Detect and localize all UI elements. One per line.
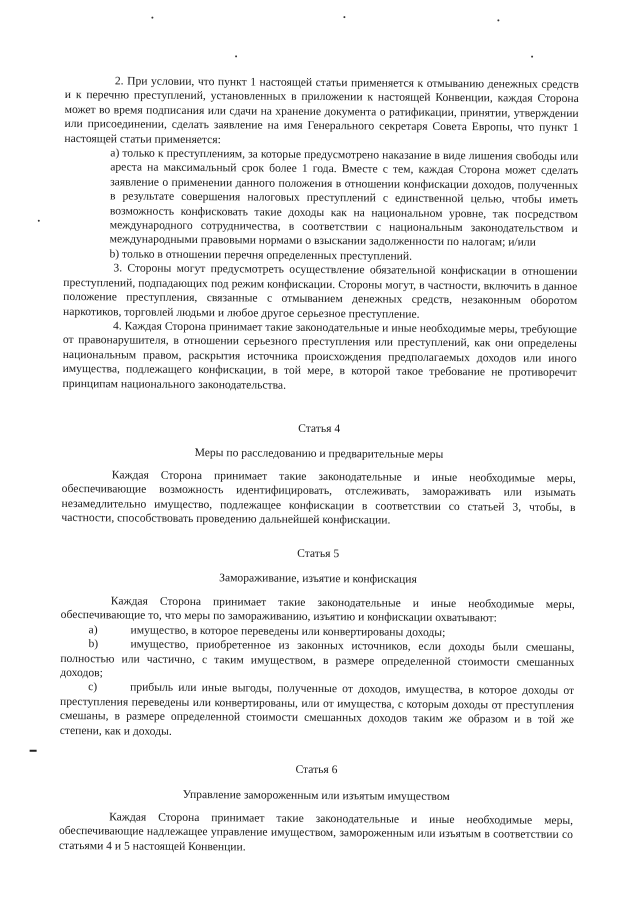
article-6-text: Каждая Сторона принимает такие законодательные и иные необходимые меры, обеспечивающие надлежащее управление имуществом, замороженным или изъятым в соответствии со статьями 4 и 5 настоящей Конвенции. (58, 810, 574, 854)
item-c-label: c) (88, 680, 98, 694)
scan-speck (38, 220, 40, 222)
scan-speck (343, 16, 345, 18)
article-5-body (60, 594, 575, 742)
article-6-title: Управление замороженным или изъятым имуществом (182, 787, 450, 804)
article-4-text: Каждая Сторона принимает такие законодательные и иные необходимые меры, обеспечивающие возможность идентифицировать, отслеживать, замораживать или изымать незамедлительно имущество, подлежащее конфискации в соответствии со статьей 3, чтобы, в частности, способствовать проведению дальнейшей конфискации. (61, 468, 576, 527)
paragraph-2b: b) только в отношении перечня определенных преступлений. (109, 247, 413, 263)
article-5-item-c (60, 680, 574, 742)
article-6-number: Статья 6 (295, 762, 338, 777)
item-b-text: имущество, приобретенное из законных источников, если доходы были смешаны, полностью или частично, с таким имуществом, в размере определенной стоимости смешанных доходов; (60, 637, 575, 680)
article-6-body (59, 810, 573, 857)
article-4-number: Статья 4 (298, 421, 341, 436)
item-a-text: имущество, в которое переведены или конвертированы доходы; (130, 623, 446, 639)
article-4-title: Меры по расследованию и предварительные меры (194, 446, 444, 461)
item-b-label: b) (88, 637, 99, 651)
article-3-continuation (62, 74, 578, 395)
scan-mark (30, 750, 37, 752)
scan-speck (531, 56, 533, 58)
paragraph-2: 2. При условии, что пункт 1 настоящей статьи применяется к отмыванию денежных средств и к перечню преступлений, установленных в приложении к настоящей Конвенции, каждая Сторона может во время подписания или сдачи на хранение документа о ратификации, принятии, утверждении или присоединении, сделать заявление на имя Генерального секретаря Совета Европы, что пункт 1 настоящей статьи применяется: (64, 74, 579, 146)
paragraph-3: 3. Стороны могут предусмотреть осуществление обязательной конфискации в отношении преступлений, подпадающих под режим конфискации. Стороны могут, в частности, включить в данное положение преступления, связанные с отмыванием денежных средств, незаконным оборотом наркотиков, торговлей людьми и любое другое серьезное преступление. (63, 261, 578, 321)
item-c-text: прибыль или иные выгоды, полученные от доходов, имущества, в которое доходы от преступления переведены или конвертированы, или от имущества, с которым доходы от преступления смешаны, в размере определенной стоимости смешанных доходов таким же образом и в той же степени, как и доходы. (59, 680, 575, 738)
item-a-label: a) (88, 623, 98, 637)
article-4-body (61, 468, 575, 530)
article-5-intro: Каждая Сторона принимает такие законодательные и иные необходимые меры, обеспечивающие то, что меры по замораживанию, изъятию и конфискации охватывают: (60, 594, 575, 625)
article-5-number: Статья 5 (297, 546, 340, 561)
paragraph-2a: a) только к преступлениям, за которые предусмотрено наказание в виде лишения свободы или ареста на максимальный срок более 1 года. Вместе с тем, каждая Сторона может сделать заявление о применении данного положения в отношении конфискации доходов, полученных в результате совершения налоговых преступлений с единственной целью, чтобы иметь возможность конфисковать такие доходы как на национальном уровне, так посредством международного сотрудничества, в соответствии с национальным законодательством и международными правовыми нормами о взыскании задолженности по налогам; и/или (109, 146, 579, 250)
article-5-title: Замораживание, изъятие и конфискация (219, 571, 417, 586)
scan-speck (235, 55, 237, 57)
article-5-item-b (60, 637, 574, 684)
paragraph-4: 4. Каждая Сторона принимает такие законодательные и иные необходимые меры, требующие от правонарушителя, в отношении серьезного преступления или преступлений, как они определены национальным правом, раскрытия источника происхождения предполагаемых доходов или иного имущества, подлежащего конфискации, в той мере, в которой такое требование не противоречит принципам национального законодательства. (62, 319, 578, 392)
scan-speck (151, 17, 153, 19)
scan-speck (497, 19, 499, 21)
